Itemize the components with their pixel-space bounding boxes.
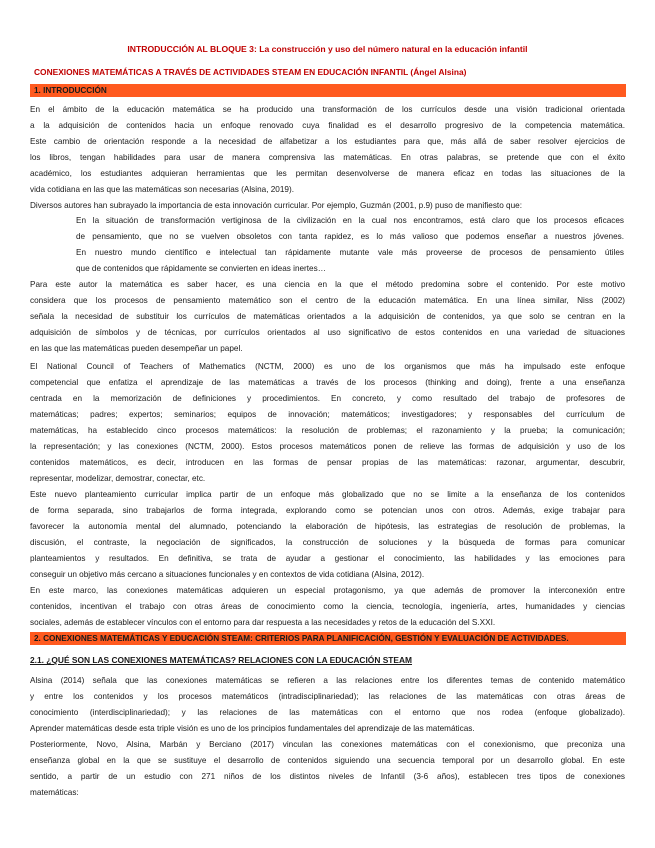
p5-line: de forma separada, sino trabajarlos de forma integrada, explorando como se potencian unos con otros. Además, exige trabajar para bbox=[30, 506, 625, 515]
p4-line: competencial que enfatiza el aprendizaje de las matemáticas a través de los procesos (thinking and doing), frente a una enseñanza bbox=[30, 378, 625, 387]
section-heading-conexiones: 2. CONEXIONES MATEMÁTICAS Y EDUCACIÓN STEAM: CRITERIOS PARA PLANIFICACIÓN, GESTIÓN Y EVALUACIÓN DE ACTIVIDADES. bbox=[30, 632, 626, 645]
p5-line: discusión, el contraste, la negociación de significados, la construcción de soluciones y la búsqueda de formas para comunicar bbox=[30, 538, 625, 547]
p4-line: representar, modelizar, demostrar, conectar, etc. bbox=[30, 474, 206, 483]
p1-line: a la adquisición de contenidos hacia un enfoque renovado cuya finalidad es el desarrollo progresivo de la competencia matemática. bbox=[30, 121, 625, 130]
p5-line: favorecer la autonomía mental del alumnado, potenciando la elaboración de hipótesis, las estrategias de resolución de problemas, la bbox=[30, 522, 625, 531]
p7-line: Alsina (2014) señala que las conexiones matemáticas se refieren a las relaciones entre los diferentes temas de contenido matemático bbox=[30, 676, 625, 685]
p3-line: Para este autor la matemática es saber hacer, es una ciencia en la que el método predomina sobre el contenido. Por este motivo bbox=[30, 280, 625, 289]
p4-line: centrada en la memorización de definiciones y procedimientos. En concreto, y como resultado del trabajo de profesores de bbox=[30, 394, 625, 403]
p4-line: la representación; y las conexiones (NCTM, 2000). Estos procesos matemáticos ponen de relieve las formas de adquisición y uso de los bbox=[30, 442, 625, 451]
p8-line: enseñanza global en la que se sustituye el desarrollo de contenidos siguiendo una secuencia temporal por un desarrollo global. En este bbox=[30, 756, 625, 765]
section-heading-introduccion: 1. INTRODUCCIÓN bbox=[30, 84, 626, 97]
p1-line: Este cambio de orientación responde a la necesidad de alfabetizar a los estudiantes para que, más allá de saber resolver ejercicios de bbox=[30, 137, 625, 146]
p8-line: Posteriormente, Novo, Alsina, Marbán y Berciano (2017) vinculan las conexiones matemáticas con el conexionismo, que preconiza una bbox=[30, 740, 625, 749]
p3-line: en las que las matemáticas pueden desempeñar un papel. bbox=[30, 344, 243, 353]
p4-line: matemáticas; padres; expertos; seminarios; equipos de innovación; matemáticos; investigadores; y responsables del currículum de bbox=[30, 410, 625, 419]
quote-line: que de contenidos que rápidamente se convierten en ideas inertes… bbox=[76, 264, 326, 273]
p2-line: Diversos autores han subrayado la importancia de esta innovación curricular. Por ejemplo, Guzmán (2001, p.9) puso de manifiesto que: bbox=[30, 201, 522, 210]
quote-line: En la situación de transformación vertiginosa de la civilización en la cual nos encontramos, está claro que los procesos eficaces bbox=[76, 216, 624, 225]
p5-line: Este nuevo planteamiento curricular implica partir de un enfoque más globalizado que no se limite a la enseñanza de los contenidos bbox=[30, 490, 625, 499]
p7-line: conocimiento (interdisciplinariedad); y las relaciones de las matemáticas con el entorno que nos rodea (enfoque globalizado). bbox=[30, 708, 625, 717]
p4-line: matemáticas, ha establecido cinco procesos matemáticos: la resolución de problemas; el razonamiento y la prueba; la comunicación; bbox=[30, 426, 625, 435]
p7-line: Aprender matemáticas desde esta triple visión es uno de los principios fundamentales del aprendizaje de las matemáticas. bbox=[30, 724, 475, 733]
p4-line: contenidos matemáticos, es decir, introducen en las formas de pensar propias de las matemáticas: razonar, argumentar, descubrir, bbox=[30, 458, 625, 467]
p3-line: adquisición de símbolos y de técnicas, por currículos orientados al uso significativo de estos contenidos en una variedad de situaciones bbox=[30, 328, 625, 337]
p4-line: El National Council of Teachers of Mathematics (NCTM, 2000) es uno de los organismos que más ha impulsado este enfoque bbox=[30, 362, 625, 371]
p6-line: sociales, además de establecer vínculos con el entorno para dar respuesta a las necesidades y retos de la educación del S.XXI. bbox=[30, 618, 496, 627]
subsection-heading: 2.1. ¿QUÉ SON LAS CONEXIONES MATEMÁTICAS? RELACIONES CON LA EDUCACIÓN STEAM bbox=[30, 655, 413, 665]
p1-line: los libros, tengan habilidades para usar de manera comprensiva las matemáticas. En otras palabras, se pretende que con el éxito bbox=[30, 153, 625, 162]
p6-line: contenidos, incentivan el trabajo con otras áreas de conocimiento como la ciencia, tecnología, ingeniería, artes, humanidades y ciencias bbox=[30, 602, 625, 611]
p7-line: y entre los contenidos y los procesos matemáticos (intradisciplinariedad); las relaciones de las matemáticas con otras áreas de bbox=[30, 692, 625, 701]
document-subtitle: CONEXIONES MATEMÁTICAS A TRAVÉS DE ACTIVIDADES STEAM EN EDUCACIÓN INFANTIL (Ángel Alsina) bbox=[34, 67, 467, 77]
p1-line: vida cotidiana en las que las matemáticas son necesarias (Alsina, 2019). bbox=[30, 185, 294, 194]
p5-line: planteamientos y resultados. En definitiva, se trata de ayudar a gestionar el conocimiento, las habilidades y las emociones para bbox=[30, 554, 625, 563]
p8-line: sentido, a partir de un estudio con 271 niños de los distintos niveles de Infantil (3-6 años), establecen tres tipos de conexiones bbox=[30, 772, 625, 781]
p3-line: señala la necesidad de substituir los currículos de matemáticas orientados a la adquisición de contenidos, ya que solo se centran en la bbox=[30, 312, 625, 321]
document-title: INTRODUCCIÓN AL BLOQUE 3: La construcción y uso del número natural en la educación infantil bbox=[127, 44, 528, 54]
p1-line: académico, los estudiantes adquieran herramientas que les permitan desenvolverse de manera eficaz en todas las situaciones de la bbox=[30, 169, 625, 178]
p6-line: En este marco, las conexiones matemáticas adquieren un especial protagonismo, ya que además de promover la interconexión entre bbox=[30, 586, 625, 595]
p8-line: matemáticas: bbox=[30, 788, 79, 797]
quote-line: En nuestro mundo científico e intelectual tan rápidamente mutante vale más proveerse de procesos de pensamiento útiles bbox=[76, 248, 624, 257]
p1-line: En el ámbito de la educación matemática se ha producido una transformación de los currículos desde una visión tradicional orientada bbox=[30, 105, 625, 114]
p3-line: considera que los procesos de pensamiento matemático son el centro de la educación matemática. En una línea similar, Niss (2002) bbox=[30, 296, 625, 305]
p5-line: conseguir un objetivo más cercano a situaciones funcionales y en contextos de vida cotidiana (Alsina, 2012). bbox=[30, 570, 425, 579]
quote-line: de pensamiento, que no se vuelven obsoletos con tanta rapidez, es lo más valioso que podemos enseñar a nuestros jóvenes. bbox=[76, 232, 624, 241]
